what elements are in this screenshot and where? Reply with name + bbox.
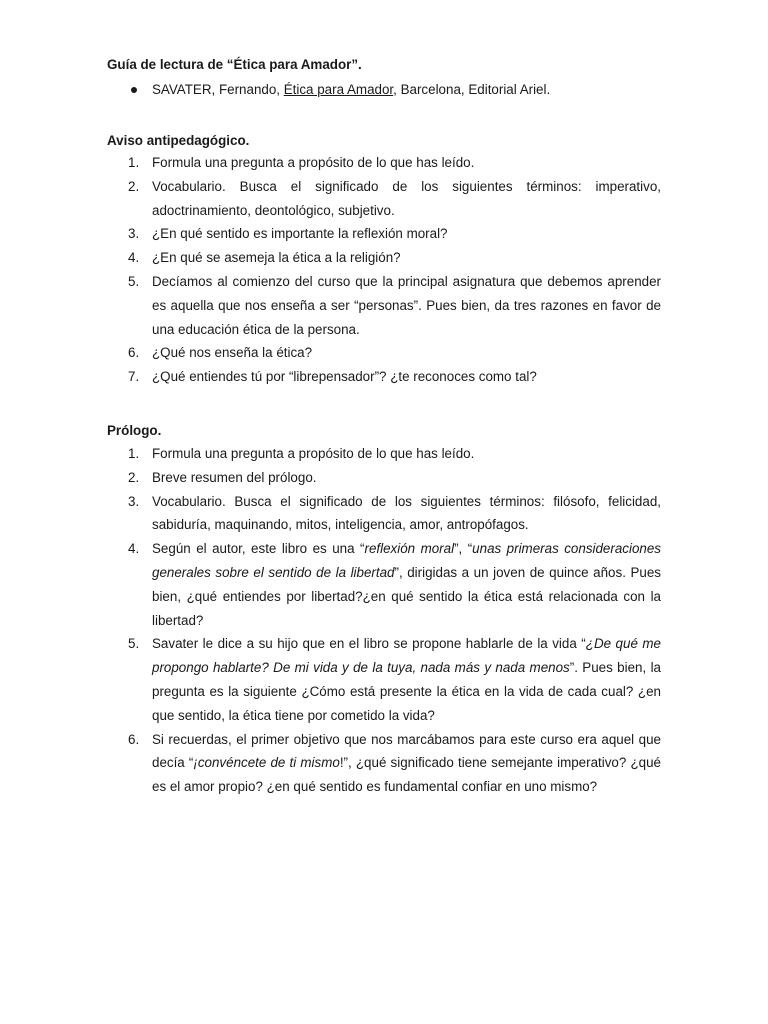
item-number: 1. — [128, 155, 140, 170]
item-number: 4. — [128, 250, 140, 266]
item-text: Savater le dice a su hijo que en el libro se propone hablarle de la vida “ — [152, 636, 586, 652]
item-text: ¿Qué nos enseña la ética? — [152, 345, 313, 361]
list-item — [107, 270, 661, 341]
reference-book-title: Ética para Amador — [283, 82, 394, 97]
item-number: 2. — [128, 178, 140, 194]
item-quote: reflexión moral — [364, 541, 455, 557]
item-text: Breve resumen del prólogo. — [152, 469, 317, 485]
item-text: Si recuerdas, el primer objetivo que nos marcábamos para este curso era aquel que decía “ — [152, 731, 661, 771]
list-item — [107, 537, 661, 632]
item-number: 3. — [128, 493, 140, 509]
list-item — [107, 175, 661, 223]
prologo-question-list — [107, 442, 661, 799]
item-text: Formula una pregunta a propósito de lo que has leído. — [152, 155, 475, 170]
item-quote: ¿De qué me propongo hablarte? De mi vida y de la tuya, nada más y nada menos — [152, 636, 662, 676]
list-item — [107, 442, 661, 466]
item-text: ¿En qué sentido es importante la reflexión moral? — [152, 226, 448, 242]
item-text: ¿En qué se asemeja la ética a la religión? — [152, 250, 401, 266]
item-quote: unas primeras consideraciones generales sobre el sentido de la libertad — [152, 541, 661, 580]
list-item — [107, 632, 661, 727]
list-item — [107, 246, 661, 270]
reference-text — [152, 82, 550, 98]
item-quote: ¡convéncete de ti mismo — [193, 755, 340, 771]
list-item — [107, 365, 661, 389]
list-item — [107, 490, 661, 538]
item-text: Según el autor, este libro es una “ — [152, 541, 365, 557]
item-text: Vocabulario. Busca el significado de los siguientes términos: imperativo, adoctrinamiento, deontológico, subjetivo. — [152, 178, 661, 218]
item-number: 2. — [128, 469, 140, 485]
item-text: Vocabulario. Busca el significado de los siguientes términos: filósofo, felicidad, sabiduría, maquinando, mitos, inteligencia, amor, antropófagos. — [152, 493, 661, 533]
item-number: 3. — [128, 226, 140, 242]
item-text: !”, ¿qué significado tiene semejante imperativo? ¿qué es el amor propio? ¿en qué sentido es fundamental confiar en uno mismo? — [152, 755, 661, 795]
item-number: 4. — [128, 541, 140, 557]
list-item — [107, 222, 661, 246]
item-text: ”, “ — [454, 541, 473, 557]
list-item — [107, 341, 661, 365]
item-number: 6. — [128, 345, 140, 361]
item-number: 7. — [128, 369, 140, 385]
item-text: Decíamos al comienzo del curso que la principal asignatura que debemos aprender es aquella que nos enseña a ser “personas”. Pues bien, da tres razones en favor de una educación ética de la persona. — [152, 273, 661, 337]
item-number: 5. — [128, 636, 140, 652]
section-heading-aviso: Aviso antipedagógico. — [107, 133, 250, 148]
item-number: 6. — [128, 731, 140, 747]
document-title: Guía de lectura de “Ética para Amador”. — [107, 57, 362, 72]
reference-author: SAVATER, Fernando, — [152, 82, 284, 97]
item-text: Formula una pregunta a propósito de lo que has leído. — [152, 446, 475, 461]
aviso-question-list — [107, 151, 661, 389]
bullet-icon — [131, 87, 137, 93]
list-item — [107, 151, 661, 175]
item-number: 1. — [128, 446, 140, 461]
list-item — [107, 466, 661, 490]
item-text: ¿Qué entiendes tú por “librepensador”? ¿te reconoces como tal? — [152, 369, 537, 385]
section-heading-prologo: Prólogo. — [107, 423, 162, 438]
reference-publisher: , Barcelona, Editorial Ariel. — [393, 82, 551, 97]
item-number: 5. — [128, 273, 140, 289]
list-item — [107, 728, 661, 799]
item-text: ”. Pues bien, la pregunta es la siguiente ¿Cómo está presente la ética en la vida de cada cual? ¿en que sentido, la ética tiene por cometido la vida? — [152, 660, 661, 723]
item-text: ”, dirigidas a un joven de quince años. Pues bien, ¿qué entiendes por libertad?¿en qué sentido la ética está relacionada con la libertad? — [152, 564, 662, 628]
